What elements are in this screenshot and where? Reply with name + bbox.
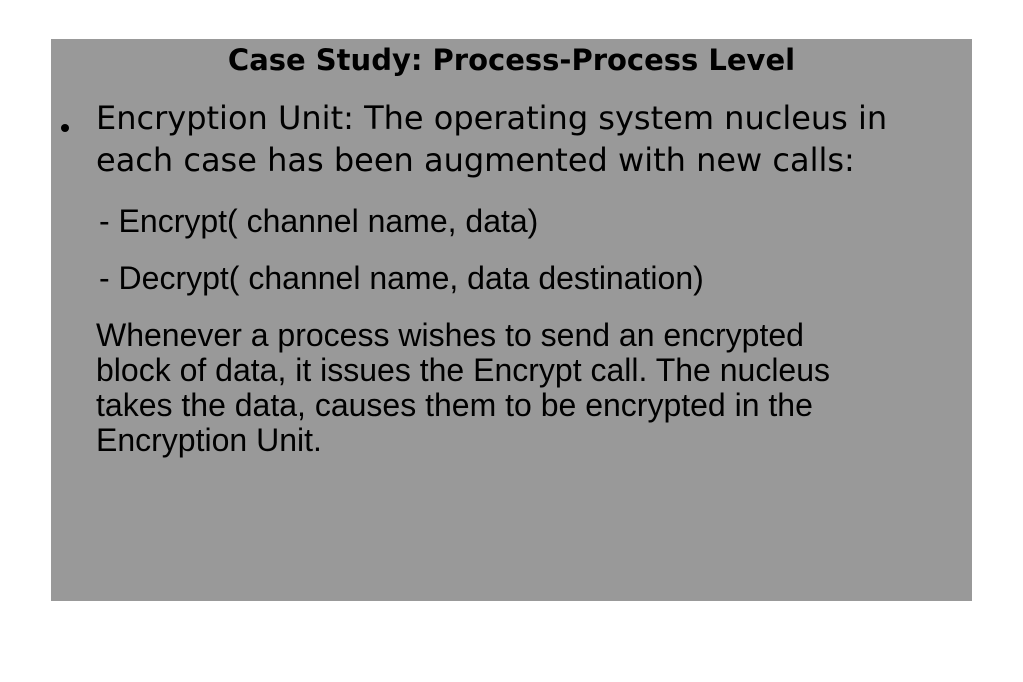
bullet-text: Encryption Unit: The operating system nucleus in each case has been augmented with new calls:	[96, 99, 888, 179]
encrypt-call-line: - Encrypt( channel name, data)	[99, 203, 539, 239]
paragraph-line: takes the data, causes them to be encrypted in the	[96, 387, 813, 423]
decrypt-call-line: - Decrypt( channel name, data destination)	[99, 260, 704, 296]
bullet-dot-icon	[61, 124, 69, 132]
slide-title: Case Study: Process-Process Level	[227, 43, 796, 77]
paragraph-line: block of data, it issues the Encrypt call. The nucleus	[96, 352, 831, 388]
paragraph-line: Whenever a process wishes to send an encrypted	[96, 317, 804, 353]
paragraph-line: Encryption Unit.	[96, 422, 322, 458]
description-paragraph	[96, 318, 966, 458]
